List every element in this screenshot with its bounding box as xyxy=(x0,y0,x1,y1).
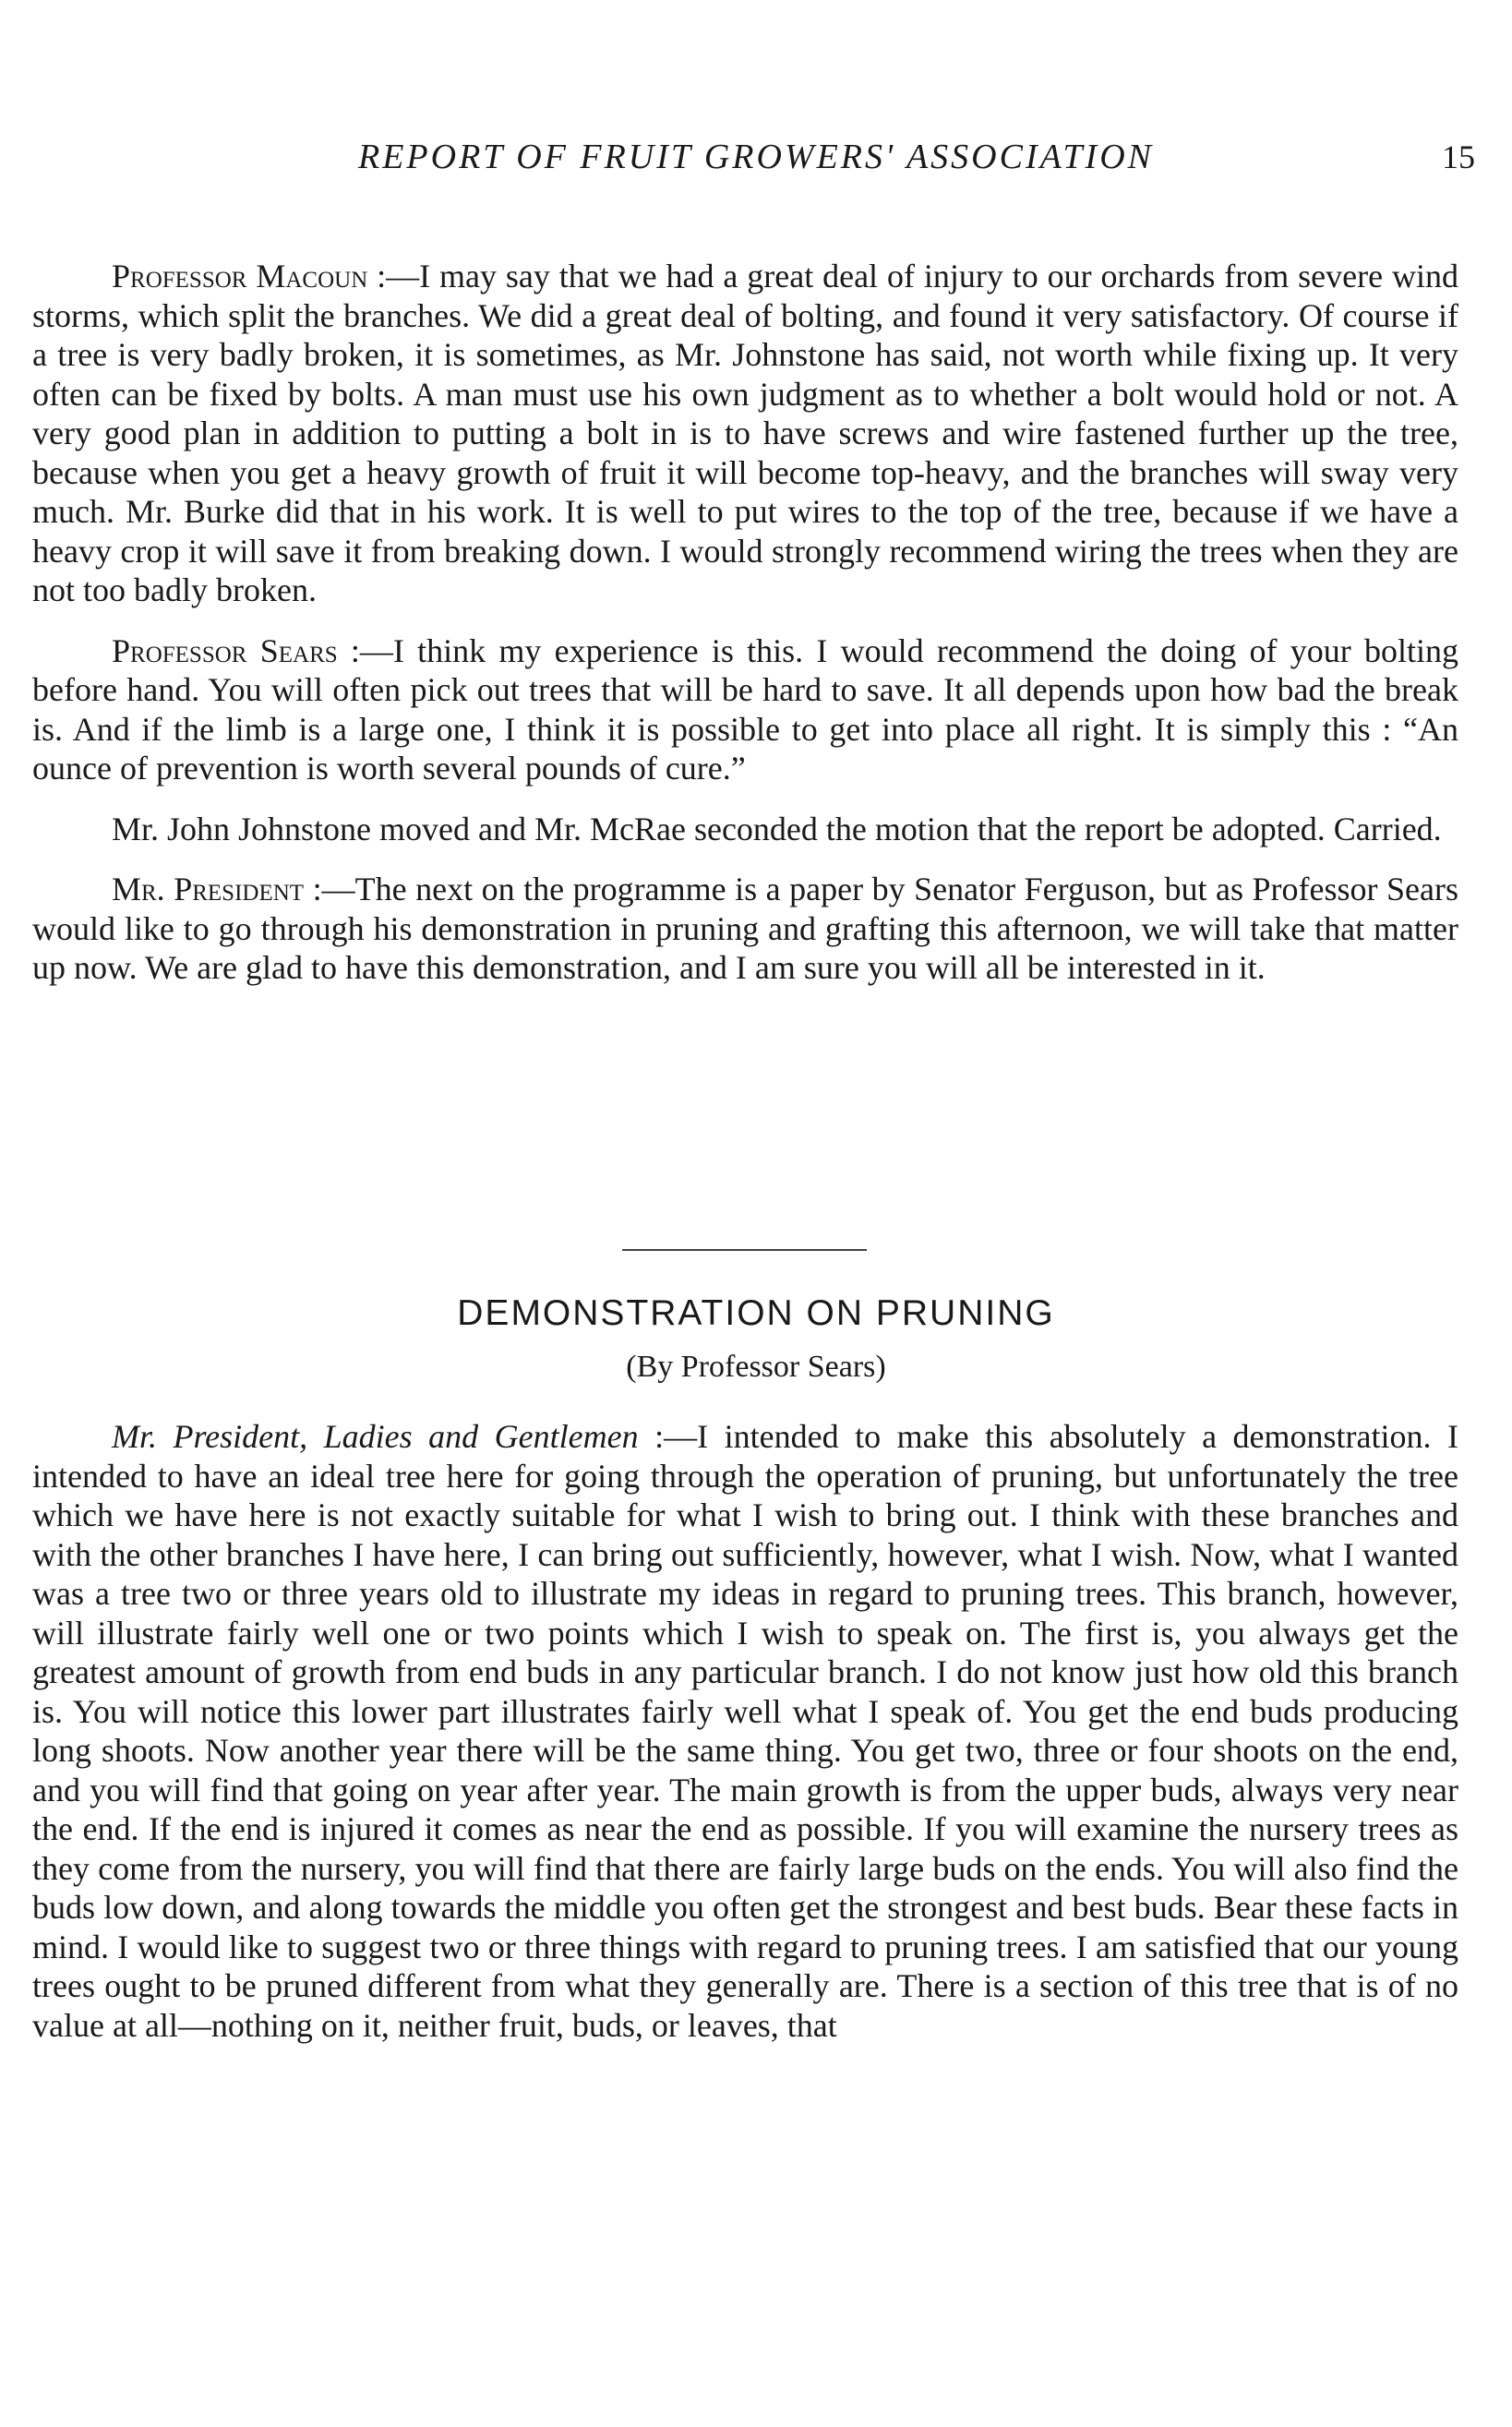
section-divider xyxy=(622,1249,867,1251)
paragraph-motion xyxy=(32,810,1458,849)
paragraph-president xyxy=(32,870,1458,988)
paragraph-demonstration xyxy=(32,1417,1458,2045)
speaker-name: Professor Sears xyxy=(112,631,338,669)
salutation: Mr. President, Ladies and Gentlemen xyxy=(112,1418,639,1455)
demonstration-section xyxy=(32,1417,1458,2066)
paragraph-text: :—I intended to make this absolutely a demonstration. I intended to have an ideal tree here for going through the operation of pruning, but unfortunately the tree which we have here is not exactly suitable for what I wish to bring out. I think with these branches and with the other branches I have here, I can bring out sufficiently, however, what I wish. Now, what I wanted was a tree two or three years old to illustrate my ideas in regard to pruning trees. This branch, however, will illustrate fairly well one or two points which I wish to speak on. The first is, you always get the greatest amount of growth from end buds in any particular branch. I do not know just how old this branch is. You will notice this lower part illustrates fairly well what I speak of. You get the end buds producing long shoots. Now another year there will be the same thing. You get two, three or four shoots on the end, and you will find that going on year after year. The main growth is from the upper buds, always very near the end. If the end is injured it comes as near the end as possible. If you will examine the nursery trees as they come from the nursery, you will find that there are fairly large buds on the ends. You will also find the buds low down, and along towards the middle you often get the strongest and best buds. Bear these facts in mind. I would like to suggest two or three things with regard to pruning trees. I am satisfied that our young trees ought to be pruned different from what they generally are. There is a section of this tree that is of no value at all—nothing on it, neither fruit, buds, or leaves, that xyxy=(32,1418,1459,2044)
paragraph-macoun xyxy=(32,257,1458,610)
paragraph-text: Mr. John Johnstone moved and Mr. McRae seconded the motion that the report be adopted. Carried. xyxy=(112,810,1442,847)
section-byline: (By Professor Sears) xyxy=(626,1350,886,1384)
discussion-section xyxy=(32,257,1458,1009)
speaker-name: Professor Macoun xyxy=(112,258,368,294)
paragraph-text: :—I may say that we had a great deal of injury to our orchards from severe wind storms, which split the branches. We did a great deal of bolting, and found it very satisfactory. Of course if a tree is very badly broken, it is sometimes, as Mr. Johnstone has said, not worth while fixing up. It very often can be fixed by bolts. A man must use his own judgment as to whether a bolt would hold or not. A very good plan in addition to putting a bolt in is to have screws and wire fastened further up the tree, because when you get a heavy growth of fruit it will become top-heavy, and the branches will sway very much. Mr. Burke did that in his work. It is well to put wires to the top of the tree, because if we have a heavy crop it will save it from breaking down. I would strongly recommend wiring the trees when they are not too badly broken. xyxy=(32,258,1458,608)
paragraph-text: :—I think my experience is this. I would recommend the doing of your bolting before hand. You will often pick out trees that will be hard to save. It all depends upon how bad the break is. And if the limb is a large one, I think it is possible to get into place all right. It is simply this : “An ounce of prevention is worth several pounds of cure.” xyxy=(32,631,1459,787)
page-number: 15 xyxy=(1442,138,1475,175)
section-title: DEMONSTRATION ON PRUNING xyxy=(457,1293,1055,1333)
speaker-name: Mr. President xyxy=(112,871,305,907)
running-header-title: REPORT OF FRUIT GROWERS' ASSOCIATION xyxy=(357,138,1154,176)
paragraph-text: :—The next on the programme is a paper by Senator Ferguson, but as Professor Sears would like to go through his demonstration in pruning and grafting this afternoon, we will take that matter up now. We are glad to have this demonstration, and I am sure you will all be interested in it. xyxy=(32,871,1459,986)
paragraph-sears xyxy=(32,631,1458,788)
running-header xyxy=(0,129,1512,185)
